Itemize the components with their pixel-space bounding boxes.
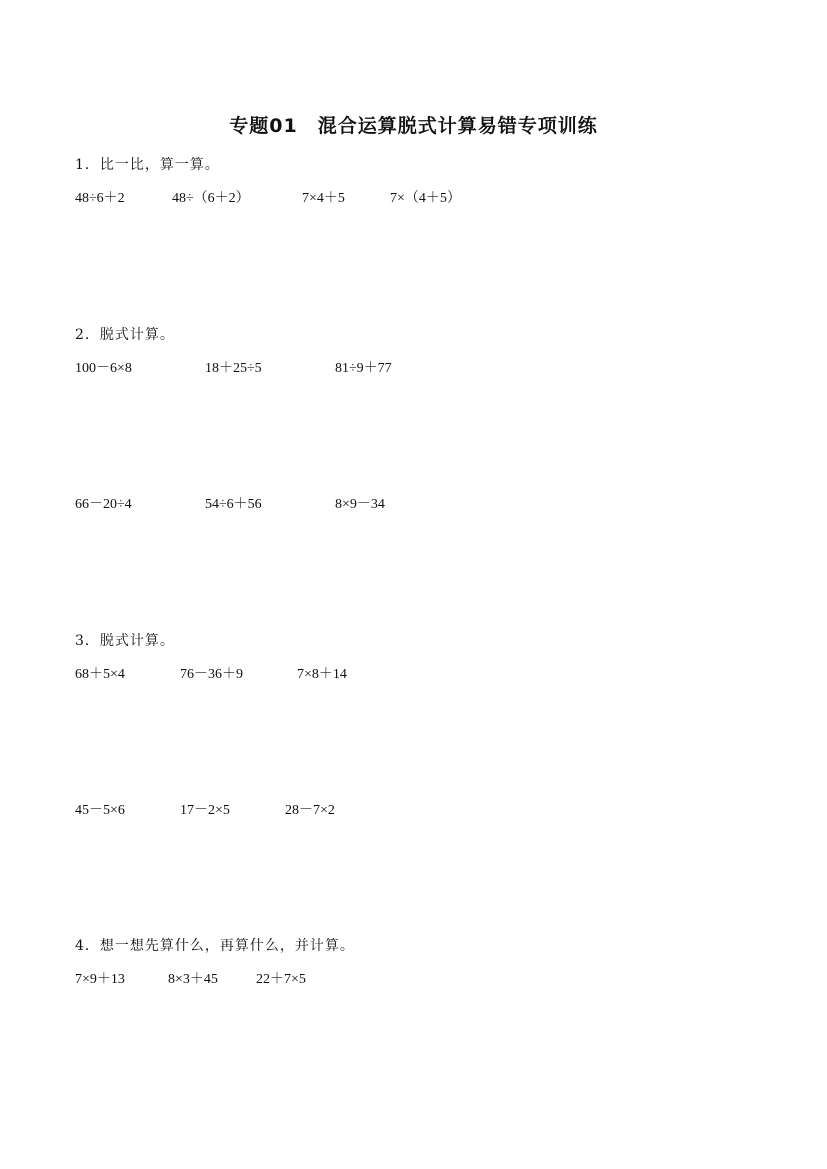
q1-expr-2: 48÷（6＋2） <box>172 191 250 206</box>
question-2-heading: 2．脱式计算。 <box>75 327 175 343</box>
page-title: 专题01 混合运算脱式计算易错专项训练 <box>229 115 598 137</box>
q2-expr-4: 66－20÷4 <box>75 497 132 512</box>
q3-expr-6: 28－7×2 <box>285 803 335 818</box>
q4-expr-1: 7×9＋13 <box>75 972 125 987</box>
q2-expr-6: 8×9－34 <box>335 497 385 512</box>
q1-expr-4: 7×（4＋5） <box>390 191 461 206</box>
q2-expr-3: 81÷9＋77 <box>335 361 392 376</box>
q2-expr-1: 100－6×8 <box>75 361 132 376</box>
q3-expr-2: 76－36＋9 <box>180 667 243 682</box>
q2-expr-2: 18＋25÷5 <box>205 361 262 376</box>
question-4-heading: 4．想一想先算什么，再算什么，并计算。 <box>75 938 355 954</box>
q3-expr-1: 68＋5×4 <box>75 667 125 682</box>
q3-expr-3: 7×8＋14 <box>297 667 347 682</box>
q1-expr-1: 48÷6＋2 <box>75 191 125 206</box>
q3-expr-5: 17－2×5 <box>180 803 230 818</box>
q3-expr-4: 45－5×6 <box>75 803 125 818</box>
q1-expr-3: 7×4＋5 <box>302 191 345 206</box>
question-3-heading: 3．脱式计算。 <box>75 633 175 649</box>
q4-expr-2: 8×3＋45 <box>168 972 218 987</box>
question-1-heading: 1．比一比，算一算。 <box>75 157 220 173</box>
q2-expr-5: 54÷6＋56 <box>205 497 262 512</box>
q4-expr-3: 22＋7×5 <box>256 972 306 987</box>
